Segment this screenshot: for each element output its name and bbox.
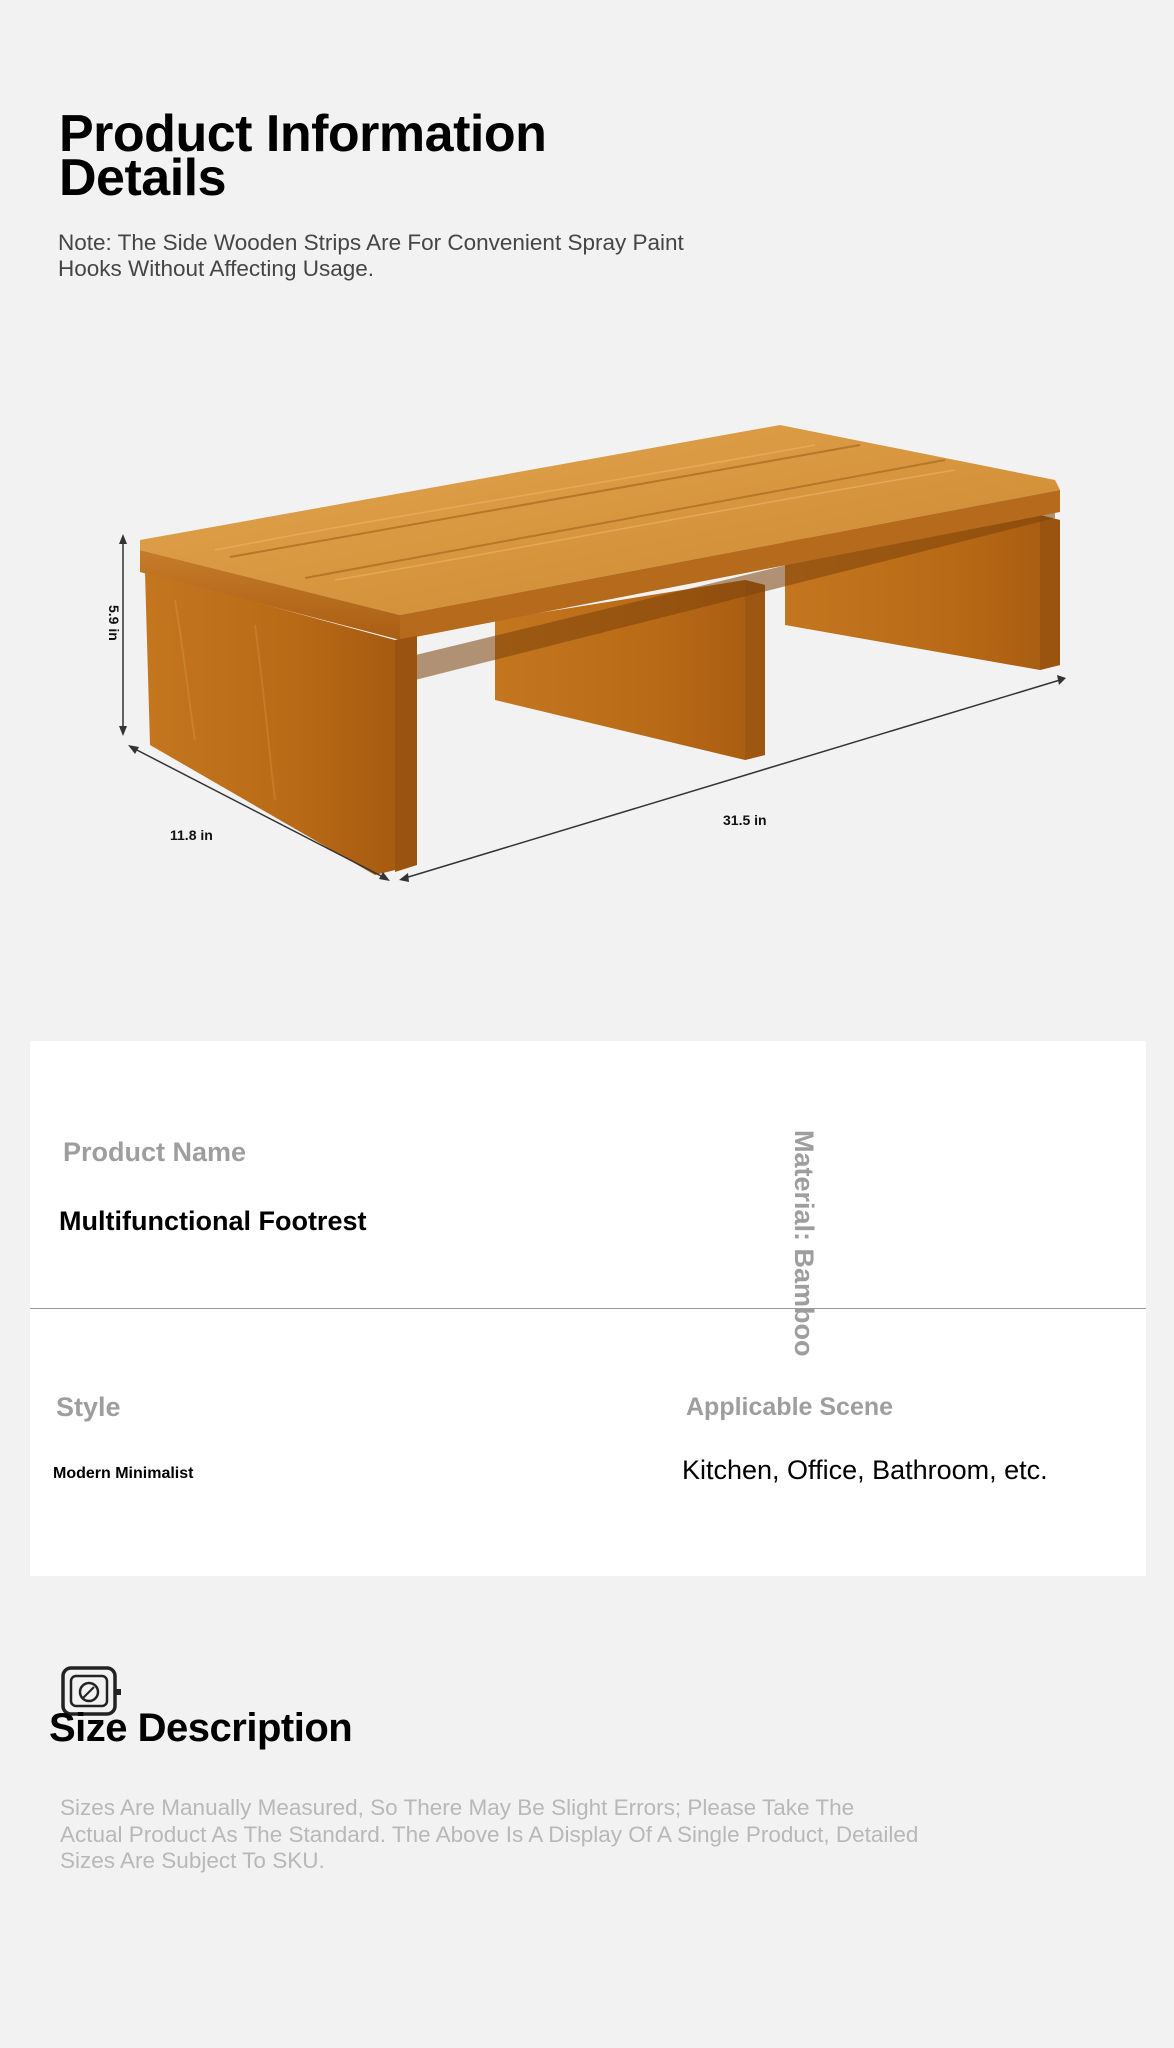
product-name-label: Product Name <box>63 1137 247 1167</box>
material-label: Material: Bamboo <box>789 1130 819 1357</box>
page-title: Product Information Details <box>59 105 547 207</box>
style-value: Modern Minimalist <box>53 1465 194 1482</box>
scene-value: Kitchen, Office, Bathroom, etc. <box>682 1455 1048 1485</box>
scene-label: Applicable Scene <box>686 1393 894 1421</box>
width-dimension: 31.5 in <box>723 812 767 828</box>
product-name-value: Multifunctional Footrest <box>59 1206 367 1236</box>
divider <box>30 1308 1146 1309</box>
height-dimension: 5.9 in <box>106 605 122 641</box>
depth-dimension: 11.8 in <box>170 827 213 843</box>
product-note: Note: The Side Wooden Strips Are For Convenient Spray Paint Hooks Without Affecting Usage. <box>58 230 684 281</box>
style-label: Style <box>56 1392 121 1422</box>
size-description-title: Size Description <box>49 1706 353 1750</box>
size-description-text: Sizes Are Manually Measured, So There May Be Slight Errors; Please Take The Actual Product As The Standard. The Above Is A Display Of A Single Product, Detailed Sizes Are Subject To SKU. <box>60 1795 919 1873</box>
bamboo-footrest-illustration <box>95 400 1095 900</box>
